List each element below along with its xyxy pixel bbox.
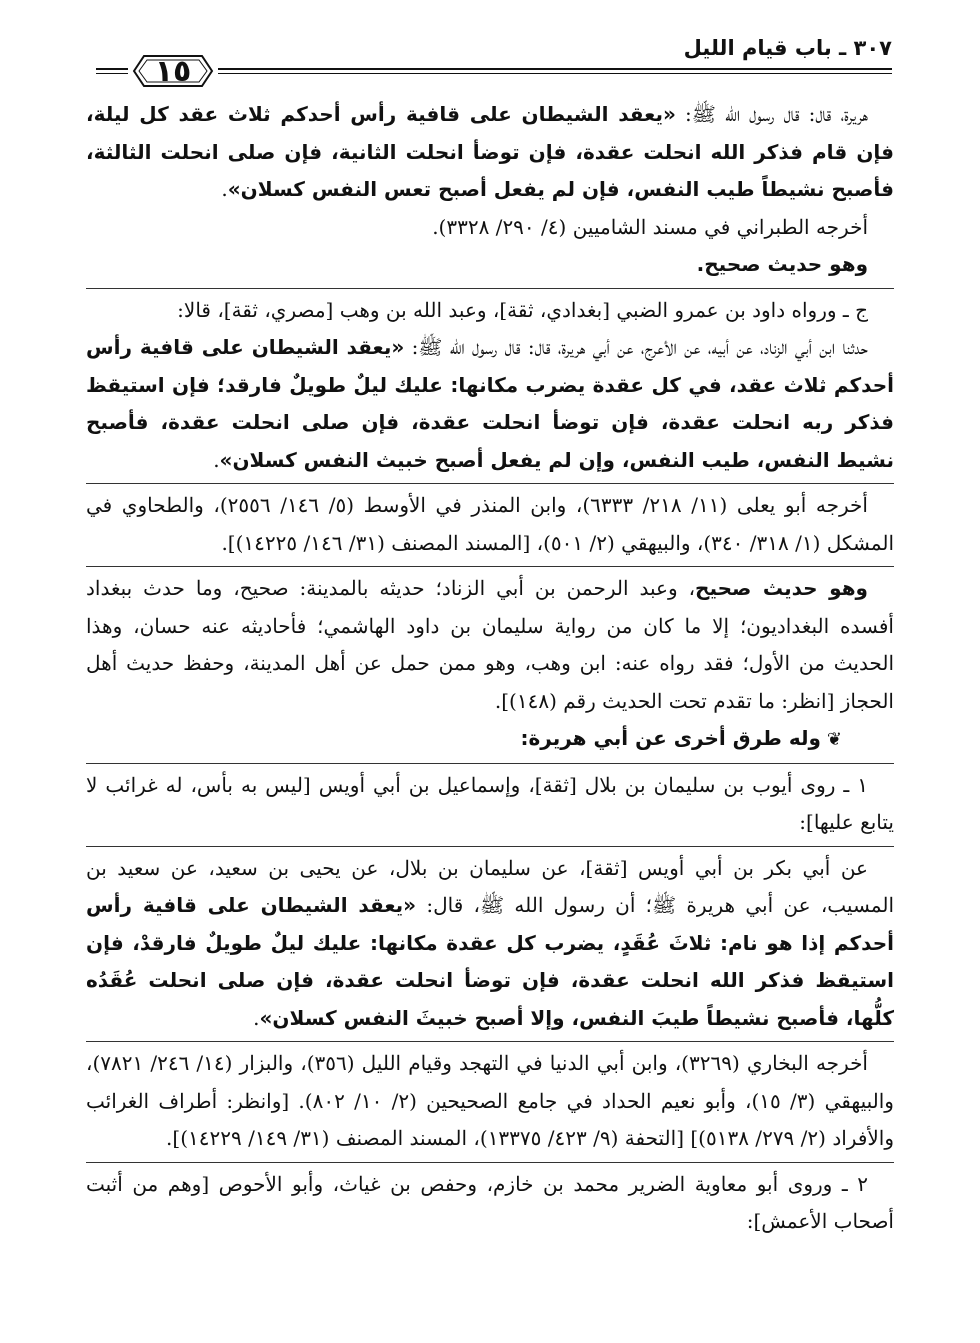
paragraph: [86, 246, 894, 284]
text-run: هريرة، قال: قال رسول الله ﷺ:: [675, 102, 868, 126]
bold-text: «يعقد الشيطان على قافية رأس أحدكم ثلاث عقد كل ليلة، فإن قام فذكر الله انحلت عقدة، فإن توضأ انحلت الثانية، فإن صلى انحلت الثالثة، فأصبح نشيطاً طيب النفس، فإن لم يفعل أصبح تعس النفس كسلان»: [86, 102, 894, 201]
paragraph: [86, 720, 894, 759]
text-run: أخرجه البخاري (٣٢٦٩)، وابن أبي الدنيا في التهجد وقيام الليل (٣٥٦)، والبزار (١٤/ ٢٤٦/ ٧٨٢١)، والبيهقي (٣/ ١٥)، وأبو نعيم الحداد في جامع الصحيحين (٢/ ١٠/ ٨٠٢). [وانظر: أطراف الغرائب والأفراد (٢/ ٢٧٩/ ٥١٣٨)] [التحفة (٩/ ٤٢٣/ ١٣٣٧٥)، المسند المصنف (٣١/ ١٤٩/ ١٤٢٢٩)].: [86, 1051, 894, 1150]
header-rule-left: [96, 68, 128, 74]
text-run: ١ ـ روى أيوب بن سليمان بن بلال [ثقة]، وإسماعيل بن أبي أويس [ليس به بأس، له غرائب لا يتابع عليها]:: [86, 772, 894, 834]
text-run: ، وعبد الرحمن بن أبي الزناد؛ حديثه بالمدينة: صحيح، وما حدث ببغداد أفسده البغداديون؛ إلا ما كان من رواية سليمان بن داود الهاشمي؛ فأحاديثه عنه حسان، وهذا الحديث من الأول؛ فقد رواه عنه: ابن وهب، وهو ممن حمل عن أهل المدينة، وحفظ حديث أهل الحجاز [انظر: ما تقدم تحت الحديث رقم (١٤٨)].: [86, 576, 894, 713]
page-header: [96, 26, 892, 89]
bold-text: وهو حديث صحيح: [695, 576, 868, 600]
text-run: أخرجه الطبراني في مسند الشاميين (٤/ ٢٩٠/ ٣٣٢٨).: [432, 214, 868, 239]
floral-bullet-icon: ❦: [826, 729, 842, 750]
hadith-number-badge: [128, 50, 218, 92]
paragraph: [86, 487, 894, 562]
bold-text: وله طرق أخرى عن أبي هريرة:: [520, 726, 821, 750]
paragraph: [86, 1166, 894, 1241]
header-rule: [218, 68, 892, 74]
section-separator: [86, 1041, 894, 1042]
text-run: ج ـ ورواه داود بن عمرو الضبي [بغدادي، ثقة]، وعبد الله بن وهب [مصري، ثقة]، قالا:: [177, 297, 868, 322]
bold-text: وهو حديث صحيح.: [696, 252, 868, 276]
paragraph: [86, 570, 894, 720]
paragraph: [86, 767, 894, 842]
paragraph: [86, 292, 894, 330]
section-separator: [86, 763, 894, 764]
paragraph: [86, 96, 894, 209]
text-run: عن أبي بكر بن أبي أويس [ثقة]، عن سليمان بن بلال، عن يحيى بن سعيد، عن سعيد بن المسيب، عن أبي هريرة ﷺ؛ أن رسول الله ﷺ، قال:: [86, 855, 894, 917]
paragraph: [86, 329, 894, 479]
paragraph: [86, 209, 894, 247]
section-separator: [86, 1162, 894, 1163]
running-title: ٣٠٧ ـ باب قيام الليل: [683, 36, 892, 60]
section-separator: [86, 846, 894, 847]
text-run: ٢ ـ وروى أبو معاوية الضرير محمد بن خازم، وحفص بن غياث، وأبو الأحوص [وهم من أثبت أصحاب الأعمش]:: [86, 1171, 894, 1233]
page-body: [86, 96, 894, 1241]
bold-text: «يعقد الشيطان على قافية رأس أحدكم إذا هو نام: ثلاثَ عُقَدٍ، يضرب كل عقدة مكانها: عليك ليلٌ طويلٌ فارقدْ، فإن استيقظ فذكر الله انحلت عقدة، فإن توضأ انحلت عقدة، فإن صلى انحلت عُقَدُه كلُّها، فأصبح نشيطاً طيبَ النفس، وإلا أصبح خبيثَ النفس كسلان»: [86, 893, 894, 1030]
section-separator: [86, 566, 894, 567]
text-run: .: [253, 1005, 260, 1030]
section-separator: [86, 288, 894, 289]
text-run: .: [221, 177, 228, 201]
hadith-number: ١٥: [154, 53, 192, 89]
bold-text: «يعقد الشيطان على قافية رأس أحدكم ثلاث عقد، في كل عقدة يضرب مكانها: عليك ليلٌ طويلٌ فارقد؛ فإن استيقظ فذكر ربه انحلت عقدة، فإن توضأ انحلت عقدة، فإن صلى انحلت عقدة، فأصبح نشيط النفس، طيب النفس، وإن لم يفعل أصبح خبيث النفس كسلان»: [86, 335, 894, 472]
paragraph: [86, 1045, 894, 1158]
paragraph: [86, 850, 894, 1038]
text-run: حدثنا ابن أبي الزناد، عن أبيه، عن الأعرج، عن أبي هريرة، قال: قال رسول الله ﷺ:: [404, 335, 868, 359]
section-separator: [86, 483, 894, 484]
text-run: .: [213, 447, 220, 472]
text-run: أخرجه أبو يعلى (١١/ ٢١٨/ ٦٣٣٣)، وابن المنذر في الأوسط (٥/ ١٤٦/ ٢٥٥٦)، والطحاوي في المشكل (١/ ٣١٨/ ٣٤٠)، والبيهقي (٢/ ٥٠١)، [المسند المصنف (٣١/ ١٤٦/ ١٤٢٢٥)].: [86, 493, 894, 555]
